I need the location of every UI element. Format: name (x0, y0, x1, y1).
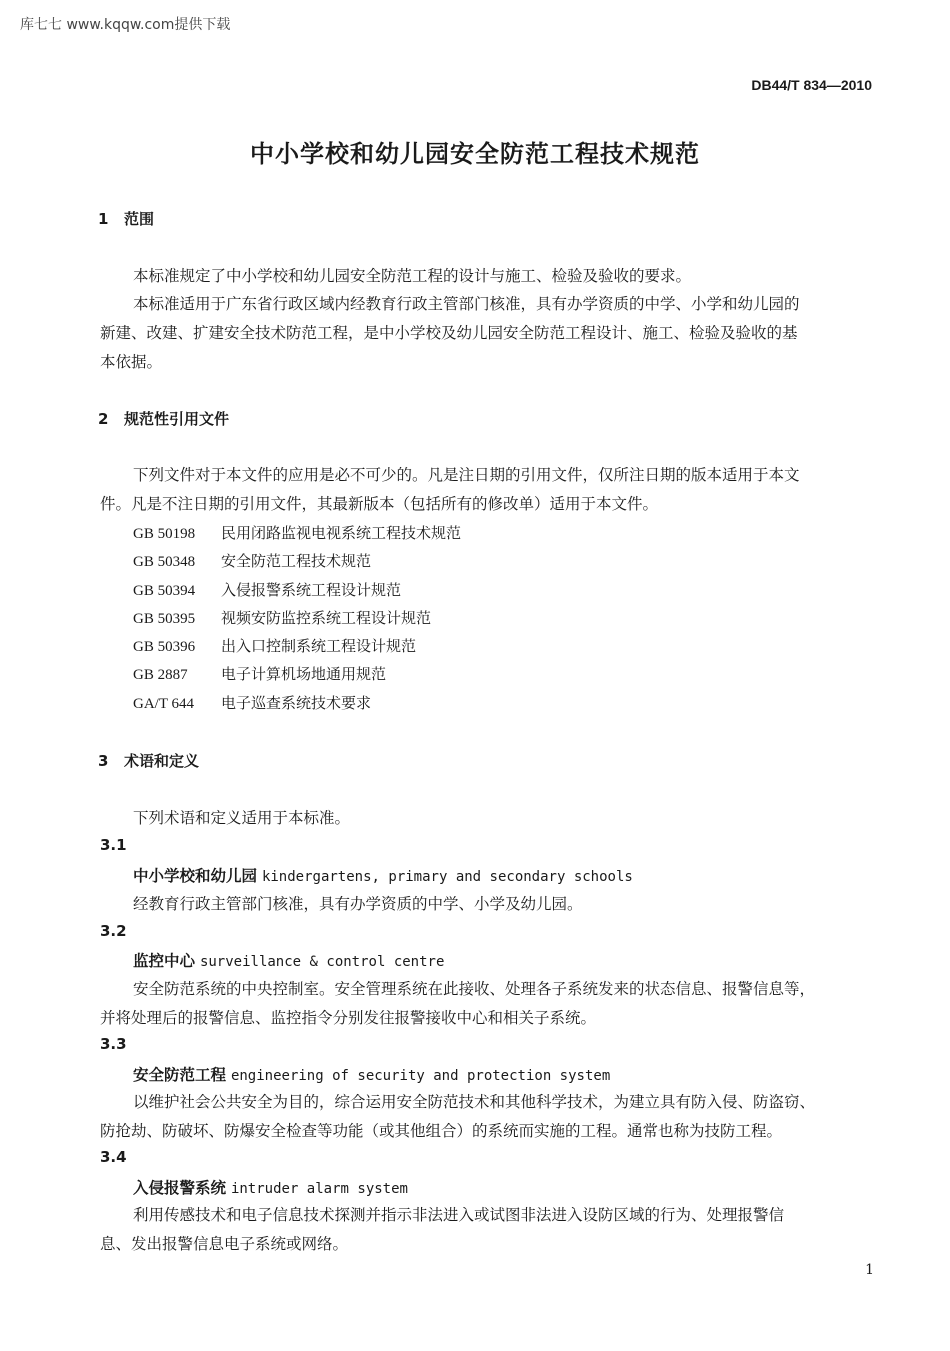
term-heading (133, 1176, 408, 1198)
reference-name: 电子巡查系统技术要求 (221, 694, 372, 712)
reference-code: GB 2887 (133, 667, 188, 683)
reference-code: GB 50396 (133, 639, 196, 655)
reference-item (133, 692, 371, 713)
term-heading (133, 864, 633, 886)
paragraph-line: 本依据。 (100, 353, 163, 371)
term-en: intruder alarm system (230, 1181, 408, 1197)
reference-name: 民用闭路监视电视系统工程技术规范 (221, 524, 462, 542)
term-number: 3.1 (100, 836, 127, 854)
term-cn: 中小学校和幼儿园 (133, 867, 258, 885)
reference-name: 出入口控制系统工程设计规范 (221, 637, 417, 655)
section-title: 规范性引用文件 (124, 410, 230, 428)
term-en: engineering of security and protection system (230, 1068, 611, 1084)
reference-code: GB 50395 (133, 611, 196, 627)
reference-code: GB 50348 (133, 554, 196, 570)
section-title: 术语和定义 (124, 752, 200, 770)
standard-code: DB44/T 834—2010 (751, 77, 872, 93)
term-cn: 安全防范工程 (133, 1066, 227, 1084)
reference-item (133, 607, 431, 628)
reference-item (133, 522, 461, 543)
reference-item (133, 550, 371, 571)
page-number: 1 (865, 1262, 874, 1278)
term-definition-line: 防抢劫、防破坏、防爆安全检查等功能（或其他组合）的系统而实施的工程。通常也称为技防工程。 (100, 1122, 783, 1140)
term-heading (133, 949, 444, 971)
section-number: 2 (98, 410, 109, 428)
term-cn: 监控中心 (133, 952, 196, 970)
term-definition: 经教育行政主管部门核准，具有办学资质的中学、小学及幼儿园。 (133, 895, 583, 913)
term-definition-line: 并将处理后的报警信息、监控指令分别发往报警接收中心和相关子系统。 (100, 1009, 597, 1027)
reference-name: 安全防范工程技术规范 (221, 552, 372, 570)
reference-code: GB 50198 (133, 526, 196, 542)
reference-item (133, 663, 386, 684)
reference-code: GA/T 644 (133, 696, 194, 712)
term-en: kindergartens, primary and secondary schools (261, 869, 633, 885)
term-en: surveillance & control centre (199, 954, 445, 970)
reference-item (133, 635, 416, 656)
term-definition-line: 以维护社会公共安全为目的，综合运用安全防范技术和其他科学技术，为建立具有防入侵、防盗窃、 (133, 1093, 816, 1111)
term-heading (133, 1063, 610, 1085)
reference-name: 电子计算机场地通用规范 (221, 665, 387, 683)
watermark-text: 库七七 www.kqqw.com提供下载 (20, 17, 231, 33)
paragraph: 本标准规定了中小学校和幼儿园安全防范工程的设计与施工、检验及验收的要求。 (133, 267, 692, 285)
term-number: 3.3 (100, 1035, 127, 1053)
section-title: 范围 (124, 210, 155, 228)
document-title: 中小学校和幼儿园安全防范工程技术规范 (250, 140, 700, 168)
paragraph-line: 本标准适用于广东省行政区域内经教育行政主管部门核准，具有办学资质的中学、小学和幼儿园的 (133, 295, 800, 313)
section-number: 1 (98, 210, 109, 228)
section-number: 3 (98, 752, 109, 770)
paragraph: 下列术语和定义适用于本标准。 (133, 809, 351, 827)
section-3-heading (98, 750, 199, 771)
term-number: 3.2 (100, 922, 127, 940)
term-definition-line: 利用传感技术和电子信息技术探测并指示非法进入或试图非法进入设防区域的行为、处理报警信 (133, 1206, 785, 1224)
paragraph-line: 下列文件对于本文件的应用是必不可少的。凡是注日期的引用文件，仅所注日期的版本适用于本文 (133, 466, 800, 484)
reference-name: 入侵报警系统工程设计规范 (221, 581, 402, 599)
term-cn: 入侵报警系统 (133, 1179, 227, 1197)
term-definition-line: 息、发出报警信息电子系统或网络。 (100, 1235, 349, 1253)
reference-code: GB 50394 (133, 583, 196, 599)
paragraph-line: 新建、改建、扩建安全技术防范工程，是中小学校及幼儿园安全防范工程设计、施工、检验及验收的基 (100, 324, 798, 342)
term-definition-line: 安全防范系统的中央控制室。安全管理系统在此接收、处理各子系统发来的状态信息、报警信息等， (133, 980, 816, 998)
paragraph-line: 件。凡是不注日期的引用文件，其最新版本（包括所有的修改单）适用于本文件。 (100, 495, 659, 513)
reference-item (133, 579, 401, 600)
section-2-heading (98, 408, 229, 429)
section-1-heading (98, 208, 154, 229)
term-number: 3.4 (100, 1148, 127, 1166)
reference-name: 视频安防监控系统工程设计规范 (221, 609, 432, 627)
